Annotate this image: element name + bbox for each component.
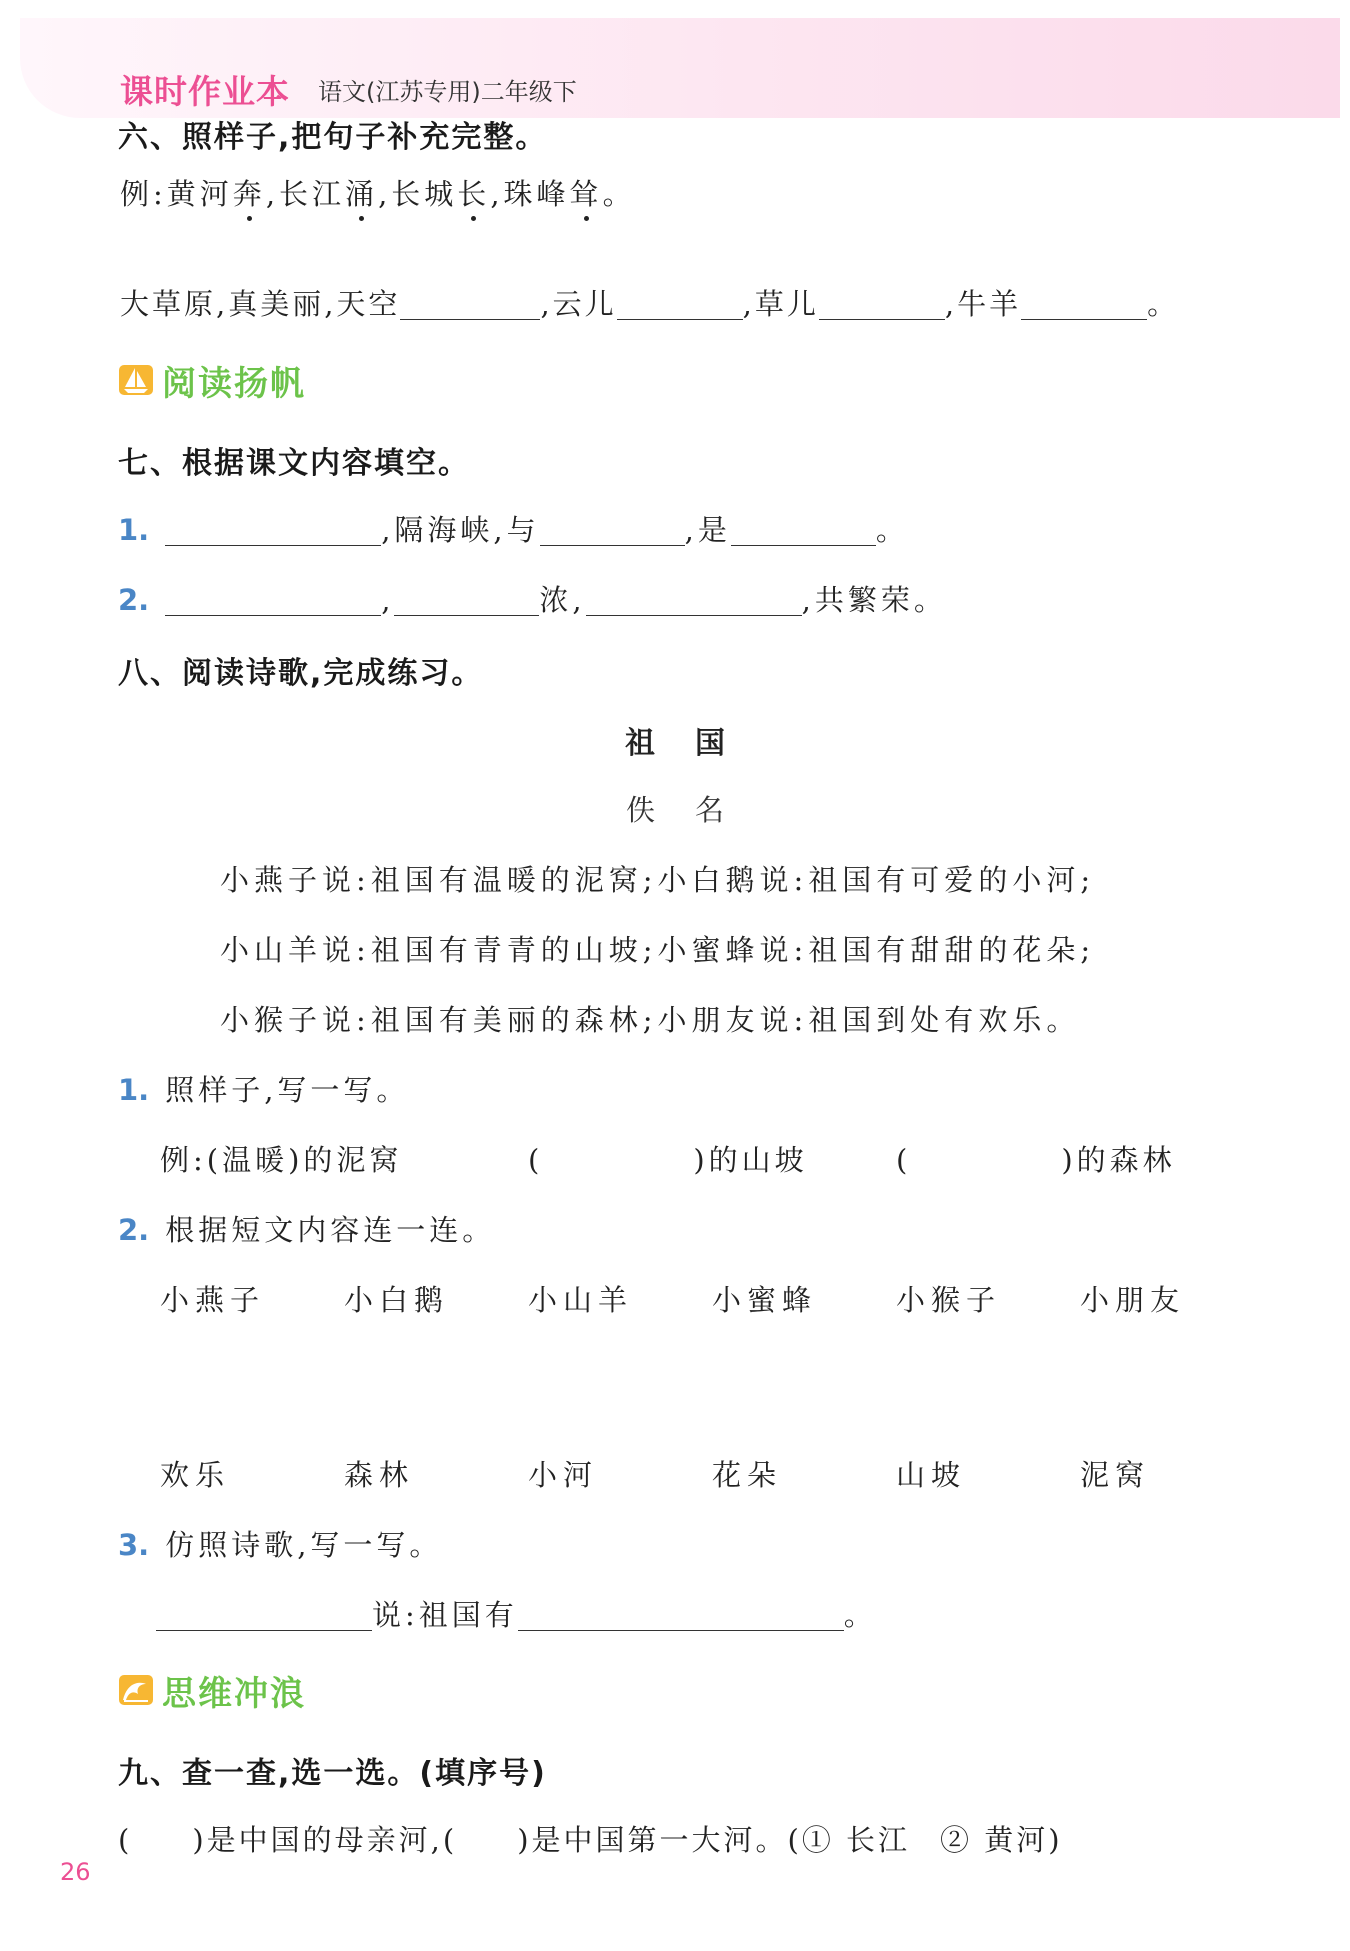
poem-line: 小猴子说:祖国有美丽的森林;小朋友说:祖国到处有欢乐。	[220, 1003, 1081, 1037]
section-thinking-label: 思维冲浪	[162, 1673, 306, 1714]
example-part: 长城长,	[391, 177, 503, 211]
example-part: 黄河奔,	[167, 177, 279, 211]
match-item-top[interactable]: 小山羊	[528, 1283, 634, 1317]
q6-exercise: 大草原,真美丽,天空 ,云儿 ,草儿 ,牛羊 。	[120, 287, 1180, 321]
q6-title: 六、照样子,把句子补充完整。	[118, 120, 548, 155]
match-item-top[interactable]: 小猴子	[896, 1283, 1002, 1317]
match-item-bottom[interactable]: 小河	[528, 1458, 599, 1492]
q7-item2: 2. , 浓, ,共繁荣。	[118, 583, 947, 617]
q8-sub2: 2. 根据短文内容连一连。	[118, 1213, 496, 1247]
match-item-bottom[interactable]: 森林	[344, 1458, 415, 1492]
match-top-row	[160, 1278, 1260, 1318]
blank-sky[interactable]	[400, 289, 540, 320]
blank[interactable]	[165, 585, 381, 616]
blank[interactable]	[394, 585, 539, 616]
section-reading	[118, 358, 306, 402]
match-item-bottom[interactable]: 花朵	[712, 1458, 783, 1492]
q8-sub1: 1. 照样子,写一写。	[118, 1073, 410, 1107]
q8-sub1-example: 例:(温暖)的泥窝	[160, 1143, 403, 1177]
poem-line: 小山羊说:祖国有青青的山坡;小蜜蜂说:祖国有甜甜的花朵;	[220, 933, 1096, 967]
q8-title: 八、阅读诗歌,完成练习。	[118, 656, 484, 691]
blank-cattle[interactable]	[1021, 289, 1147, 320]
option-2: ② 黄河	[940, 1823, 1049, 1857]
q7-item1: 1. ,隔海峡,与 ,是 。	[118, 513, 909, 547]
blank-thing[interactable]	[518, 1600, 844, 1631]
blank-grass[interactable]	[819, 289, 945, 320]
example-part: 长江涌,	[279, 177, 391, 211]
blank[interactable]	[586, 585, 802, 616]
poem-author: 佚名	[625, 793, 764, 827]
poem-title: 祖国	[625, 726, 765, 761]
q8-sub1-blank2: ( )的森林	[896, 1143, 1176, 1177]
book-subject: 语文(江苏专用)二年级下	[318, 78, 577, 106]
blank[interactable]	[540, 515, 685, 546]
match-item-top[interactable]: 小蜜蜂	[712, 1283, 818, 1317]
section-reading-label: 阅读扬帆	[162, 363, 306, 404]
q8-sub3-exercise: 说:祖国有 。	[156, 1593, 877, 1634]
q8-sub3: 3. 仿照诗歌,写一写。	[118, 1528, 443, 1562]
section-thinking	[118, 1668, 306, 1712]
blank-cloud[interactable]	[617, 289, 743, 320]
q7-title: 七、根据课文内容填空。	[118, 446, 470, 481]
poem-line: 小燕子说:祖国有温暖的泥窝;小白鹅说:祖国有可爱的小河;	[220, 863, 1096, 897]
book-brand: 课时作业本	[120, 72, 290, 111]
blank[interactable]	[731, 515, 876, 546]
page-number: 26	[60, 1858, 91, 1886]
match-item-top[interactable]: 小燕子	[160, 1283, 266, 1317]
match-item-top[interactable]: 小朋友	[1080, 1283, 1186, 1317]
q9-question: ( )是中国的母亲河,( )是中国第一大河。(① 长江 ② 黄河)	[118, 1823, 1063, 1857]
q6-example	[120, 172, 636, 213]
match-item-bottom[interactable]: 泥窝	[1080, 1458, 1151, 1492]
example-prefix: 例:	[120, 177, 167, 211]
blank-animal[interactable]	[156, 1600, 372, 1631]
match-bottom-row	[160, 1453, 1260, 1493]
wave-icon	[118, 1672, 154, 1708]
example-part: 珠峰耸。	[504, 177, 636, 211]
blank[interactable]	[165, 515, 381, 546]
option-1: ① 长江	[801, 1823, 911, 1857]
sailboat-icon	[118, 362, 154, 398]
match-item-bottom[interactable]: 欢乐	[160, 1458, 231, 1492]
q8-sub1-blank1: ( )的山坡	[528, 1143, 808, 1177]
match-item-top[interactable]: 小白鹅	[344, 1283, 450, 1317]
match-item-bottom[interactable]: 山坡	[896, 1458, 967, 1492]
q9-title: 九、查一查,选一选。(填序号)	[118, 1756, 547, 1791]
